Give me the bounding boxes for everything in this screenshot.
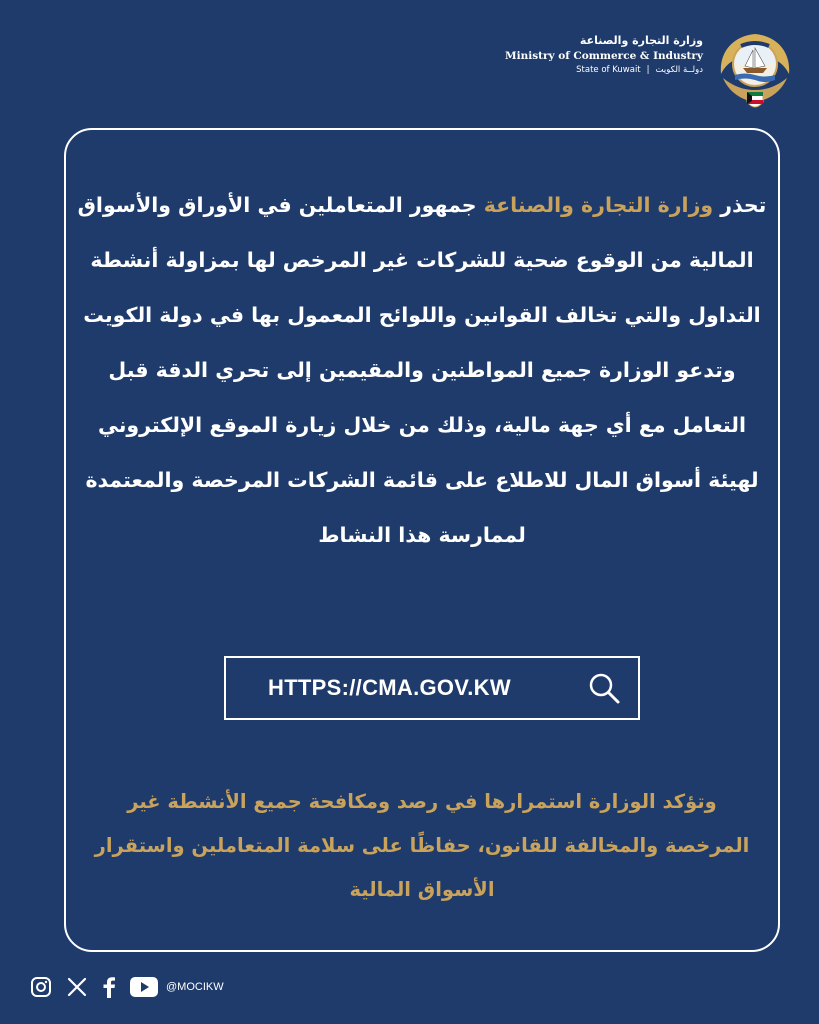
instagram-icon[interactable] (30, 976, 52, 998)
state-arabic: دولــة الكويت (655, 65, 703, 75)
kuwait-emblem-icon (713, 22, 797, 114)
warning-paragraph-2: وتدعو الوزارة جميع المواطنين والمقيمين إلى تحري الدقة قبل التعامل مع أي جهة مالية، وذلك من خلال زيارة الموقع الإلكتروني لهيئة أسواق المال للاطلاع على قائمة الشركات المرخصة والمعتمدة لممارسة هذا النشاط (85, 358, 759, 547)
ministry-highlight: وزارة التجارة والصناعة (483, 193, 714, 217)
notice-box (64, 128, 780, 952)
x-icon[interactable] (66, 976, 88, 998)
youtube-icon[interactable] (130, 977, 158, 997)
warning-prefix: تحذر (713, 193, 767, 217)
social-handle[interactable]: @MOCIKW (166, 981, 224, 993)
ministry-name-arabic: وزارة التجارة والصناعة (579, 34, 703, 47)
warning-text (74, 178, 770, 563)
state-line (505, 64, 703, 76)
state-separator: | (646, 65, 650, 75)
closing-statement: وتؤكد الوزارة استمرارها في رصد ومكافحة جميع الأنشطة غير المرخصة والمخالفة للقانون، حفاظًا على سلامة المتعاملين واستقرار الأسواق المالية (94, 790, 750, 901)
cma-url-text[interactable]: HTTPS://CMA.GOV.KW (268, 675, 511, 700)
warning-body: جمهور المتعاملين في الأوراق والأسواق المالية من الوقوع ضحية للشركات غير المرخص لها بمزاولة أنشطة التداول والتي تخالف القوانين واللوائح المعمول بها في دولة الكويت (77, 193, 761, 327)
social-bar (30, 976, 224, 998)
warning-paragraph-1 (74, 178, 770, 343)
ministry-name-block (505, 34, 703, 76)
state-english: State of Kuwait (576, 65, 641, 75)
cma-url-box[interactable] (224, 656, 640, 720)
facebook-icon[interactable] (102, 976, 116, 998)
ministry-name-english: Ministry of Commerce & Industry (504, 50, 703, 62)
search-icon (586, 670, 622, 706)
header (505, 22, 797, 114)
